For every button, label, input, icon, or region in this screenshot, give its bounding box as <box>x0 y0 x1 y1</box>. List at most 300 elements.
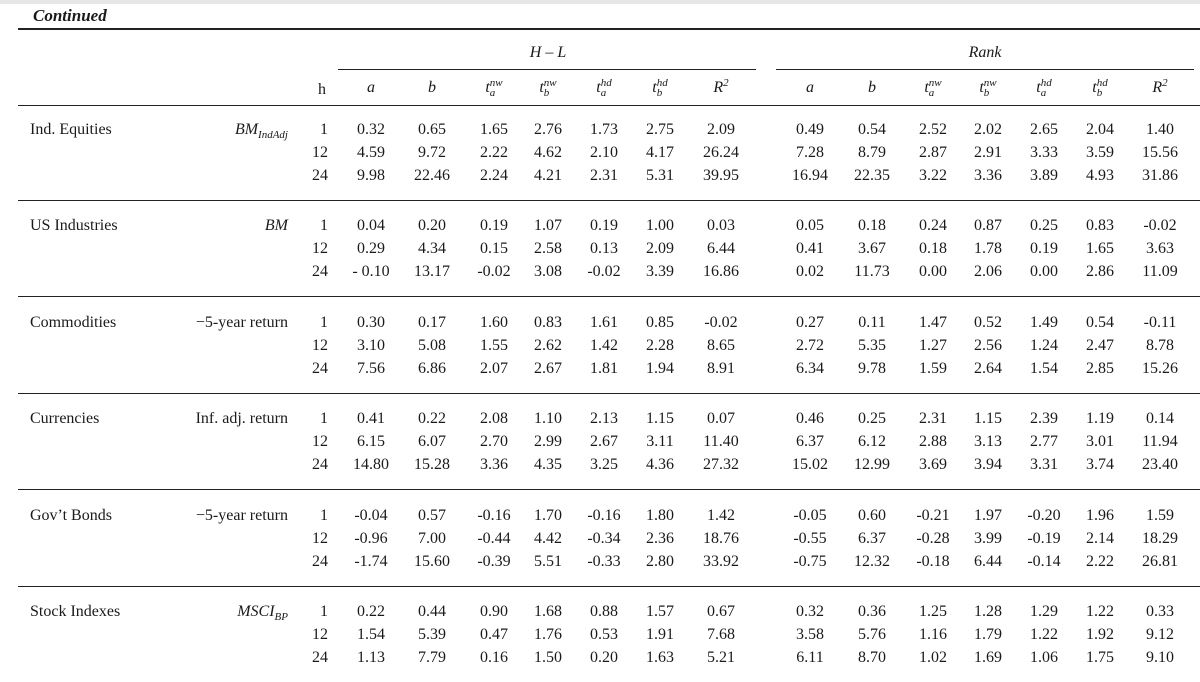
top-rule <box>18 28 1200 30</box>
rank-value-cell: 1.29 <box>1030 603 1058 620</box>
hl-cmidrule <box>338 69 756 70</box>
rank-value-cell: 1.22 <box>1030 626 1058 643</box>
signal-label: $MSCI_{BP}$ <box>237 603 288 624</box>
rank-value-cell: 0.87 <box>974 217 1002 234</box>
rank-value-cell: -0.18 <box>916 553 950 570</box>
hl-value-cell: 2.31 <box>590 167 618 184</box>
hl-value-cell: 1.73 <box>590 121 618 138</box>
rank-value-cell: 6.37 <box>796 433 824 450</box>
rank-value-cell: 3.59 <box>1086 144 1114 161</box>
hl-value-cell: -0.96 <box>354 530 388 547</box>
hl-value-cell: 1.10 <box>534 410 562 427</box>
rank-value-cell: 2.02 <box>974 121 1002 138</box>
rank-value-cell: 1.47 <box>919 314 947 331</box>
rank-value-cell: 11.73 <box>854 263 890 280</box>
hl-value-cell: 5.31 <box>646 167 674 184</box>
rank-value-cell: 3.01 <box>1086 433 1114 450</box>
hl-value-cell: 15.60 <box>414 553 450 570</box>
rank-value-cell: 3.58 <box>796 626 824 643</box>
hl-value-cell: 0.03 <box>707 217 735 234</box>
rank-value-cell: 0.52 <box>974 314 1002 331</box>
rank-value-cell: 23.40 <box>1142 456 1178 473</box>
group-header-hl: H – L <box>529 44 567 61</box>
hl-value-cell: 0.29 <box>357 240 385 257</box>
rank-value-cell: 1.24 <box>1030 337 1058 354</box>
group-separator <box>18 200 1200 201</box>
signal-label: $BM_{IndAdj}$ <box>234 121 288 142</box>
rank-cmidrule <box>776 69 1194 70</box>
hl-value-cell: 0.04 <box>357 217 385 234</box>
hl-value-cell: 3.25 <box>590 456 618 473</box>
rank-value-cell: 0.05 <box>796 217 824 234</box>
rank-value-cell: 2.86 <box>1086 263 1114 280</box>
hl-value-cell: 2.76 <box>534 121 562 138</box>
rank-value-cell: 3.36 <box>974 167 1002 184</box>
hl-column-header: a <box>367 79 375 96</box>
rank-value-cell: 2.06 <box>974 263 1002 280</box>
rank-value-cell: 1.40 <box>1146 121 1174 138</box>
rank-value-cell: 0.00 <box>919 263 947 280</box>
hl-value-cell: 22.46 <box>414 167 450 184</box>
rank-value-cell: 3.74 <box>1086 456 1114 473</box>
rank-value-cell: 2.77 <box>1030 433 1058 450</box>
rank-value-cell: 0.14 <box>1146 410 1174 427</box>
hl-value-cell: 2.99 <box>534 433 562 450</box>
rank-value-cell: 3.99 <box>974 530 1002 547</box>
hl-value-cell: 0.30 <box>357 314 385 331</box>
hl-value-cell: 4.21 <box>534 167 562 184</box>
hl-value-cell: 0.57 <box>418 507 446 524</box>
hl-value-cell: 0.22 <box>357 603 385 620</box>
hl-value-cell: -0.33 <box>587 553 621 570</box>
hl-value-cell: 1.00 <box>646 217 674 234</box>
rank-value-cell: 2.39 <box>1030 410 1058 427</box>
signal-label: BM <box>264 217 288 234</box>
hl-value-cell: 0.83 <box>534 314 562 331</box>
rank-value-cell: 0.49 <box>796 121 824 138</box>
hl-value-cell: 1.54 <box>357 626 385 643</box>
horizon-cell: 24 <box>312 360 328 377</box>
horizon-cell: 12 <box>312 144 328 161</box>
rank-value-cell: 0.02 <box>796 263 824 280</box>
rank-value-cell: 0.18 <box>919 240 947 257</box>
rank-column-header: t nw a <box>924 77 942 100</box>
hl-value-cell: 0.16 <box>480 649 508 666</box>
hl-value-cell: 1.60 <box>480 314 508 331</box>
hl-value-cell: 0.20 <box>418 217 446 234</box>
rank-value-cell: -0.02 <box>1143 217 1177 234</box>
hl-value-cell: 1.91 <box>646 626 674 643</box>
rank-value-cell: 0.83 <box>1086 217 1114 234</box>
hl-column-header: t hd a <box>596 77 612 100</box>
rank-value-cell: -0.05 <box>793 507 827 524</box>
hl-value-cell: 13.17 <box>414 263 450 280</box>
hl-value-cell: 0.22 <box>418 410 446 427</box>
hl-value-cell: 2.58 <box>534 240 562 257</box>
rank-value-cell: -0.21 <box>916 507 950 524</box>
rank-value-cell: 2.91 <box>974 144 1002 161</box>
rank-value-cell: 0.18 <box>858 217 886 234</box>
rank-value-cell: 1.22 <box>1086 603 1114 620</box>
hl-value-cell: 2.24 <box>480 167 508 184</box>
rank-value-cell: 26.81 <box>1142 553 1178 570</box>
hl-value-cell: 6.44 <box>707 240 735 257</box>
top-border <box>0 0 1200 4</box>
horizon-cell: 12 <box>312 337 328 354</box>
rank-value-cell: 1.16 <box>919 626 947 643</box>
rank-value-cell: 0.33 <box>1146 603 1174 620</box>
rank-value-cell: 0.36 <box>858 603 886 620</box>
hl-value-cell: 5.08 <box>418 337 446 354</box>
rank-value-cell: 9.10 <box>1146 649 1174 666</box>
rank-value-cell: 9.78 <box>858 360 886 377</box>
horizon-cell: 1 <box>320 121 328 138</box>
hl-value-cell: 4.59 <box>357 144 385 161</box>
rank-value-cell: 8.79 <box>858 144 886 161</box>
hl-value-cell: 39.95 <box>703 167 739 184</box>
hl-value-cell: 4.34 <box>418 240 446 257</box>
hl-value-cell: 1.07 <box>534 217 562 234</box>
hl-value-cell: 1.50 <box>534 649 562 666</box>
rank-value-cell: 3.22 <box>919 167 947 184</box>
hl-value-cell: 33.92 <box>703 553 739 570</box>
rank-column-header: t hd b <box>1092 77 1108 100</box>
hl-value-cell: 15.28 <box>414 456 450 473</box>
asset-class-label: Commodities <box>30 314 117 331</box>
hl-value-cell: 1.63 <box>646 649 674 666</box>
hl-value-cell: 16.86 <box>703 263 739 280</box>
hl-value-cell: 11.40 <box>703 433 739 450</box>
hl-value-cell: 0.19 <box>480 217 508 234</box>
hl-value-cell: 4.35 <box>534 456 562 473</box>
hl-value-cell: 3.08 <box>534 263 562 280</box>
hl-value-cell: 2.70 <box>480 433 508 450</box>
hl-value-cell: 4.42 <box>534 530 562 547</box>
horizon-cell: 12 <box>312 530 328 547</box>
rank-value-cell: 3.69 <box>919 456 947 473</box>
hl-value-cell: 4.17 <box>646 144 674 161</box>
rank-value-cell: 0.60 <box>858 507 886 524</box>
rank-value-cell: 2.22 <box>1086 553 1114 570</box>
hl-value-cell: -0.44 <box>477 530 511 547</box>
rank-value-cell: 2.72 <box>796 337 824 354</box>
hl-column-header: t hd b <box>652 77 668 100</box>
asset-class-label: Ind. Equities <box>30 121 112 138</box>
hl-value-cell: 1.70 <box>534 507 562 524</box>
asset-class-label: Currencies <box>30 410 100 427</box>
hl-value-cell: 0.32 <box>357 121 385 138</box>
hl-value-cell: 2.22 <box>480 144 508 161</box>
hl-value-cell: 18.76 <box>703 530 739 547</box>
hl-value-cell: 1.42 <box>707 507 735 524</box>
group-separator <box>18 586 1200 587</box>
rank-value-cell: 22.35 <box>854 167 890 184</box>
hl-value-cell: 3.39 <box>646 263 674 280</box>
rank-value-cell: 1.65 <box>1086 240 1114 257</box>
rank-value-cell: -0.55 <box>793 530 827 547</box>
hl-value-cell: 1.15 <box>646 410 674 427</box>
hl-value-cell: 7.68 <box>707 626 735 643</box>
rank-value-cell: 0.32 <box>796 603 824 620</box>
horizon-cell: 1 <box>320 314 328 331</box>
header-rule <box>18 105 1200 106</box>
rank-value-cell: 6.44 <box>974 553 1002 570</box>
hl-value-cell: 1.65 <box>480 121 508 138</box>
hl-value-cell: 0.88 <box>590 603 618 620</box>
rank-value-cell: 1.59 <box>1146 507 1174 524</box>
rank-value-cell: 1.54 <box>1030 360 1058 377</box>
hl-value-cell: -0.16 <box>587 507 621 524</box>
signal-label: −5-year return <box>195 314 288 331</box>
rank-value-cell: 8.78 <box>1146 337 1174 354</box>
rank-value-cell: 0.41 <box>796 240 824 257</box>
hl-value-cell: 0.19 <box>590 217 618 234</box>
rank-value-cell: 3.33 <box>1030 144 1058 161</box>
hl-value-cell: 1.68 <box>534 603 562 620</box>
hl-value-cell: 0.13 <box>590 240 618 257</box>
hl-value-cell: 5.21 <box>707 649 735 666</box>
rank-value-cell: 18.29 <box>1142 530 1178 547</box>
hl-value-cell: 8.91 <box>707 360 735 377</box>
rank-value-cell: 11.94 <box>1142 433 1178 450</box>
hl-value-cell: 6.86 <box>418 360 446 377</box>
hl-value-cell: -0.16 <box>477 507 511 524</box>
rank-column-header: t hd a <box>1036 77 1052 100</box>
rank-value-cell: 4.93 <box>1086 167 1114 184</box>
hl-value-cell: 7.79 <box>418 649 446 666</box>
rank-column-header: a <box>806 79 814 96</box>
hl-value-cell: 2.09 <box>707 121 735 138</box>
hl-column-header: t nw a <box>485 77 503 100</box>
rank-value-cell: 5.35 <box>858 337 886 354</box>
group-separator <box>18 296 1200 297</box>
rank-value-cell: 0.24 <box>919 217 947 234</box>
rank-value-cell: 0.00 <box>1030 263 1058 280</box>
hl-value-cell: 6.07 <box>418 433 446 450</box>
rank-value-cell: 1.69 <box>974 649 1002 666</box>
rank-value-cell: 2.64 <box>974 360 1002 377</box>
rank-column-header: t nw b <box>979 77 997 100</box>
hl-value-cell: 4.36 <box>646 456 674 473</box>
hl-value-cell: 2.62 <box>534 337 562 354</box>
hl-value-cell: 2.75 <box>646 121 674 138</box>
hl-value-cell: 0.17 <box>418 314 446 331</box>
rank-value-cell: 0.54 <box>1086 314 1114 331</box>
hl-value-cell: -0.34 <box>587 530 621 547</box>
rank-value-cell: 2.04 <box>1086 121 1114 138</box>
rank-value-cell: 5.76 <box>858 626 886 643</box>
rank-value-cell: 3.13 <box>974 433 1002 450</box>
hl-value-cell: 1.55 <box>480 337 508 354</box>
horizon-cell: 1 <box>320 507 328 524</box>
horizon-cell: 24 <box>312 553 328 570</box>
rank-value-cell: 0.19 <box>1030 240 1058 257</box>
horizon-cell: 24 <box>312 649 328 666</box>
rank-value-cell: 0.27 <box>796 314 824 331</box>
rank-value-cell: 15.56 <box>1142 144 1178 161</box>
rank-value-cell: 1.92 <box>1086 626 1114 643</box>
rank-value-cell: 2.31 <box>919 410 947 427</box>
asset-class-label: US Industries <box>30 217 118 234</box>
hl-column-header: b <box>428 79 436 96</box>
group-separator <box>18 393 1200 394</box>
signal-label: Inf. adj. return <box>195 410 288 427</box>
rank-value-cell: 1.75 <box>1086 649 1114 666</box>
hl-value-cell: 0.20 <box>590 649 618 666</box>
hl-value-cell: 3.10 <box>357 337 385 354</box>
rank-value-cell: 8.70 <box>858 649 886 666</box>
hl-column-header: R 2 <box>713 77 729 96</box>
rank-value-cell: 11.09 <box>1142 263 1178 280</box>
hl-value-cell: 0.47 <box>480 626 508 643</box>
rank-value-cell: 1.59 <box>919 360 947 377</box>
rank-value-cell: -0.11 <box>1143 314 1177 331</box>
hl-value-cell: 0.15 <box>480 240 508 257</box>
rank-value-cell: -0.19 <box>1027 530 1061 547</box>
hl-value-cell: 27.32 <box>703 456 739 473</box>
rank-value-cell: 2.87 <box>919 144 947 161</box>
rank-value-cell: 1.27 <box>919 337 947 354</box>
signal-label: −5-year return <box>195 507 288 524</box>
horizon-cell: 1 <box>320 217 328 234</box>
rank-value-cell: 3.94 <box>974 456 1002 473</box>
hl-value-cell: 5.51 <box>534 553 562 570</box>
rank-value-cell: 1.15 <box>974 410 1002 427</box>
rank-value-cell: 1.78 <box>974 240 1002 257</box>
rank-value-cell: 1.96 <box>1086 507 1114 524</box>
hl-value-cell: 0.90 <box>480 603 508 620</box>
rank-value-cell: 12.99 <box>854 456 890 473</box>
hl-value-cell: -0.02 <box>477 263 511 280</box>
rank-value-cell: 2.52 <box>919 121 947 138</box>
hl-value-cell: 4.62 <box>534 144 562 161</box>
rank-value-cell: 3.31 <box>1030 456 1058 473</box>
rank-value-cell: 3.63 <box>1146 240 1174 257</box>
hl-value-cell: 3.11 <box>646 433 674 450</box>
rank-value-cell: 9.12 <box>1146 626 1174 643</box>
asset-class-label: Stock Indexes <box>30 603 121 620</box>
hl-value-cell: 3.36 <box>480 456 508 473</box>
rank-value-cell: 0.25 <box>1030 217 1058 234</box>
rank-value-cell: 1.06 <box>1030 649 1058 666</box>
rank-value-cell: 6.12 <box>858 433 886 450</box>
rank-value-cell: 6.37 <box>858 530 886 547</box>
rank-value-cell: 6.34 <box>796 360 824 377</box>
rank-value-cell: 1.79 <box>974 626 1002 643</box>
rank-value-cell: -0.75 <box>793 553 827 570</box>
rank-value-cell: 3.89 <box>1030 167 1058 184</box>
hl-value-cell: 0.67 <box>707 603 735 620</box>
hl-value-cell: -0.02 <box>704 314 738 331</box>
hl-value-cell: 0.07 <box>707 410 735 427</box>
rank-value-cell: -0.20 <box>1027 507 1061 524</box>
hl-value-cell: 14.80 <box>353 456 389 473</box>
hl-value-cell: 1.80 <box>646 507 674 524</box>
rank-value-cell: -0.14 <box>1027 553 1061 570</box>
hl-value-cell: -1.74 <box>354 553 388 570</box>
hl-value-cell: 26.24 <box>703 144 739 161</box>
hl-value-cell: 2.36 <box>646 530 674 547</box>
hl-column-header: t nw b <box>539 77 557 100</box>
hl-value-cell: 2.10 <box>590 144 618 161</box>
rank-value-cell: 2.85 <box>1086 360 1114 377</box>
rank-value-cell: 1.02 <box>919 649 947 666</box>
hl-value-cell: 2.09 <box>646 240 674 257</box>
rank-value-cell: 1.25 <box>919 603 947 620</box>
rank-value-cell: 0.46 <box>796 410 824 427</box>
hl-value-cell: 9.72 <box>418 144 446 161</box>
hl-value-cell: 0.41 <box>357 410 385 427</box>
rank-value-cell: 0.25 <box>858 410 886 427</box>
hl-value-cell: 6.15 <box>357 433 385 450</box>
horizon-cell: 12 <box>312 626 328 643</box>
hl-value-cell: 1.61 <box>590 314 618 331</box>
asset-class-label: Gov’t Bonds <box>30 507 112 524</box>
hl-value-cell: -0.39 <box>477 553 511 570</box>
rank-column-header: b <box>868 79 876 96</box>
hl-value-cell: 7.56 <box>357 360 385 377</box>
horizon-cell: 12 <box>312 240 328 257</box>
h-column-header: h <box>318 81 326 98</box>
rank-value-cell: 7.28 <box>796 144 824 161</box>
hl-value-cell: 9.98 <box>357 167 385 184</box>
rank-value-cell: 0.54 <box>858 121 886 138</box>
rank-value-cell: 2.14 <box>1086 530 1114 547</box>
horizon-cell: 12 <box>312 433 328 450</box>
rank-value-cell: 1.97 <box>974 507 1002 524</box>
hl-value-cell: 2.80 <box>646 553 674 570</box>
rank-value-cell: 15.02 <box>792 456 828 473</box>
hl-value-cell: - 0.10 <box>352 263 390 280</box>
rank-value-cell: 1.28 <box>974 603 1002 620</box>
rank-value-cell: 2.56 <box>974 337 1002 354</box>
group-separator <box>18 489 1200 490</box>
hl-value-cell: 5.39 <box>418 626 446 643</box>
rank-value-cell: 16.94 <box>792 167 828 184</box>
rank-value-cell: 2.65 <box>1030 121 1058 138</box>
rank-value-cell: 6.11 <box>796 649 824 666</box>
rank-value-cell: 3.67 <box>858 240 886 257</box>
hl-value-cell: 0.53 <box>590 626 618 643</box>
horizon-cell: 24 <box>312 263 328 280</box>
hl-value-cell: 0.44 <box>418 603 446 620</box>
hl-value-cell: 2.08 <box>480 410 508 427</box>
rank-value-cell: 31.86 <box>1142 167 1178 184</box>
hl-value-cell: 2.67 <box>590 433 618 450</box>
rank-value-cell: 12.32 <box>854 553 890 570</box>
group-header-rank: Rank <box>968 44 1002 61</box>
horizon-cell: 24 <box>312 456 328 473</box>
hl-value-cell: 8.65 <box>707 337 735 354</box>
hl-value-cell: 0.65 <box>418 121 446 138</box>
horizon-cell: 24 <box>312 167 328 184</box>
hl-value-cell: 2.13 <box>590 410 618 427</box>
rank-value-cell: 2.88 <box>919 433 947 450</box>
rank-value-cell: 0.11 <box>858 314 886 331</box>
rank-value-cell: 1.19 <box>1086 410 1114 427</box>
hl-value-cell: 1.81 <box>590 360 618 377</box>
rank-value-cell: 15.26 <box>1142 360 1178 377</box>
hl-value-cell: 1.42 <box>590 337 618 354</box>
hl-value-cell: 1.13 <box>357 649 385 666</box>
hl-value-cell: 7.00 <box>418 530 446 547</box>
hl-value-cell: 1.76 <box>534 626 562 643</box>
rank-value-cell: -0.28 <box>916 530 950 547</box>
hl-value-cell: 2.67 <box>534 360 562 377</box>
hl-value-cell: 1.94 <box>646 360 674 377</box>
rank-column-header: R 2 <box>1152 77 1168 96</box>
hl-value-cell: 0.85 <box>646 314 674 331</box>
